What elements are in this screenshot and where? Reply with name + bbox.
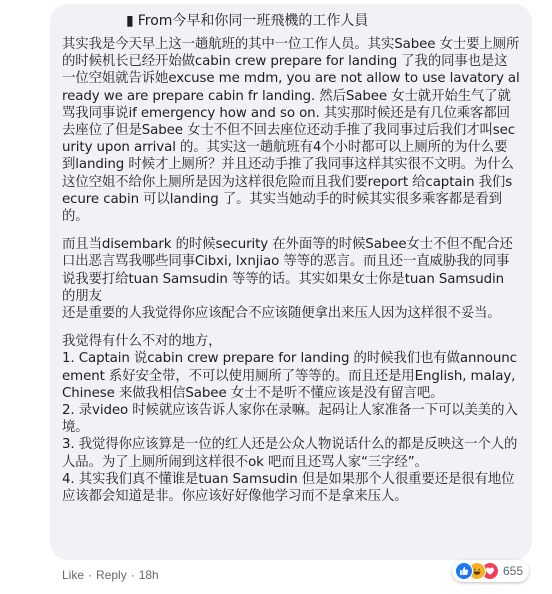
separator: · (130, 568, 135, 582)
comment-paragraph-2: 而且当disembark 的时候security 在外面等的时候Sabee女士不但不配合还口出恶言骂我哪些同事Cibxi, lxnjiao 等等的恶言。而且还一直威胁我的同事说我要打给tuan Samsudin 等等的话。其实如果女士你是tuan Samsudin 的朋友 还是重要的人我觉得你应该配合不应该随便拿出来压人因为这样很不妥当。 (62, 237, 513, 322)
comment-actions (62, 568, 159, 582)
comment-paragraph-3: 我觉得有什么不对的地方， 1. Captain 说cabin crew prepare for landing 的时候我们也有做announcement 系好安全带，不可以使用厕所了等等的。而且还是用English, malay, Chinese 来做我相信Sabee 女士不是听不懂应该是没有留言吧。 2. 录video 时候就应该告诉人家你在录嘛。起码让人家准备一下可以美美的入境。 3. 我觉得你应该算是一位的红人还是公众人物说话什么的都是反映这一个人的人品。为了上厕所闹到这样很不ok 吧而且还骂人家“三字经”。 4. 其实我们真不懂谁是tuan Samsudin 但是如果那个人很重要还是很有地位应该都会知道是非。你应该好好像他学习而不是拿来压人。 (62, 334, 518, 505)
like-icon (455, 562, 473, 580)
reactions-summary[interactable] (452, 560, 529, 582)
separator: · (88, 568, 93, 582)
like-link[interactable]: Like (62, 568, 85, 582)
timestamp[interactable]: 18h (138, 568, 159, 582)
reaction-count: 655 (503, 564, 524, 578)
reply-link[interactable]: Reply (96, 568, 127, 582)
header-marker: ▮ (126, 13, 134, 29)
comment-body (62, 36, 520, 505)
comment-bubble (50, 4, 532, 560)
comment-header-text: From今早和你同一班飛機的工作人員 (137, 13, 369, 29)
comment-header (126, 12, 520, 30)
comment-paragraph-1: 其实我是今天早上这一趟航班的其中一位工作人员。其实Sabee 女士要上厕所的时候机长已经开始做cabin crew prepare for landing 了我的同事也是这一位空姐就告诉她excuse me mdm, you are not allow to use lavatory already we are prepare cabin fr landing. 然后Sabee 女士就开始生气了就骂我同事说if emergency how and so on. 其实那时候还是有几位乘客都回去座位了但是Sabee 女士不但不回去座位还动手推了我同事过后我们才叫security upon arrival 的。其实这一趟航班有4个小时都可以上厕所的为什么要到landing 时候才上厕所？并且还动手推了我同事这样其实很不文明。为什么这位空姐不给你上厕所是因为这样很危险而且我们要report 给captain 我们secure cabin 可以landing 了。其实当她动手的时候其实很多乘客都是看到的。 (62, 37, 520, 225)
